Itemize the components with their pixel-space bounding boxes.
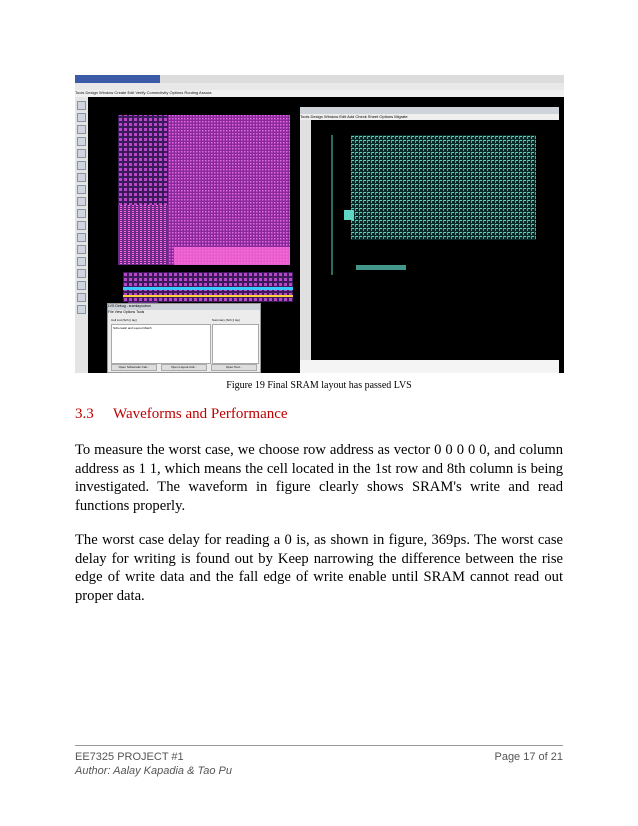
open-tool-button[interactable]: Open Tool... [211,364,257,371]
cell-list-header: Cell List (Sch || lay) [111,318,137,322]
layout-menubar[interactable]: Tools Design Window Create Edit Verify Connectivity Options Routing Assura [75,90,564,97]
tool-icon[interactable] [77,281,86,290]
section-heading [75,406,288,423]
sram-schematic-drawing [311,120,559,360]
tool-icon[interactable] [77,293,86,302]
figure-caption: Figure 19 Final SRAM layout has passed LVS [226,380,412,391]
schematic-titlebar[interactable] [300,107,559,114]
paragraph: To measure the worst case, we choose row address as vector 0 0 0 0 0, and column address as 1 1, which means the cell located in the 1st row and 8th column is being investigated. The waveform in figure clearly shows SRAM's write and read functions properly. [75,442,563,514]
open-layout-cell-button[interactable]: Open Layout Cell... [161,364,207,371]
footer-divider [75,745,563,746]
schematic-menubar[interactable]: Tools Design Window Edit Add Check Sheet Options Migrate [300,114,559,120]
tool-icon[interactable] [77,233,86,242]
tool-icon[interactable] [77,137,86,146]
lvs-dialog-menubar[interactable]: File View Options Tools [108,310,145,314]
footer-page-number: Page 17 of 21 [494,751,563,763]
paragraph: The worst case delay for reading a 0 is, as shown in figure, 369ps. The worst case delay for writing is found out by Keep narrowing the difference between the rise edge of write data and the fall edge of write enable until SRAM cannot read out proper data. [75,532,563,604]
tool-icon[interactable] [77,101,86,110]
lvs-dialog-buttons [111,364,257,371]
tool-icon[interactable] [77,269,86,278]
schematic-statusbar [300,360,559,373]
tool-icon[interactable] [77,209,86,218]
tool-icon[interactable] [77,113,86,122]
cell-list-item[interactable]: Schematic and Layout Match [113,326,152,330]
tool-icon[interactable] [77,125,86,134]
lvs-screenshot-figure [75,75,564,373]
tool-icon[interactable] [77,221,86,230]
tool-icon[interactable] [77,185,86,194]
section-title: Waveforms and Performance [113,406,288,422]
section-number: 3.3 [75,406,94,422]
open-schematic-cell-button[interactable]: Open Schematic Cell... [111,364,157,371]
tool-icon[interactable] [77,245,86,254]
layout-toolbar[interactable] [75,97,88,373]
footer-authors: Author: Aalay Kapadia & Tao Pu [75,765,232,777]
schematic-window [300,107,559,373]
window-titlebar [75,75,564,83]
footer-project: EE7325 PROJECT #1 [75,751,184,763]
window-statusbar [75,83,564,90]
tool-icon[interactable] [77,257,86,266]
schematic-toolbar[interactable] [300,120,311,360]
tool-icon[interactable] [77,197,86,206]
tool-icon[interactable] [77,305,86,314]
lvs-dialog-title[interactable]: LVS Debug - sramlayoutrun [108,304,260,310]
summary-header: Summary (Sch || lay) [212,318,240,322]
tool-icon[interactable] [77,149,86,158]
tool-icon[interactable] [77,161,86,170]
cell-list[interactable] [111,324,211,364]
schematic-canvas[interactable] [311,120,559,360]
tool-icon[interactable] [77,173,86,182]
summary-list[interactable] [212,324,259,364]
lvs-debug-dialog [107,303,261,373]
